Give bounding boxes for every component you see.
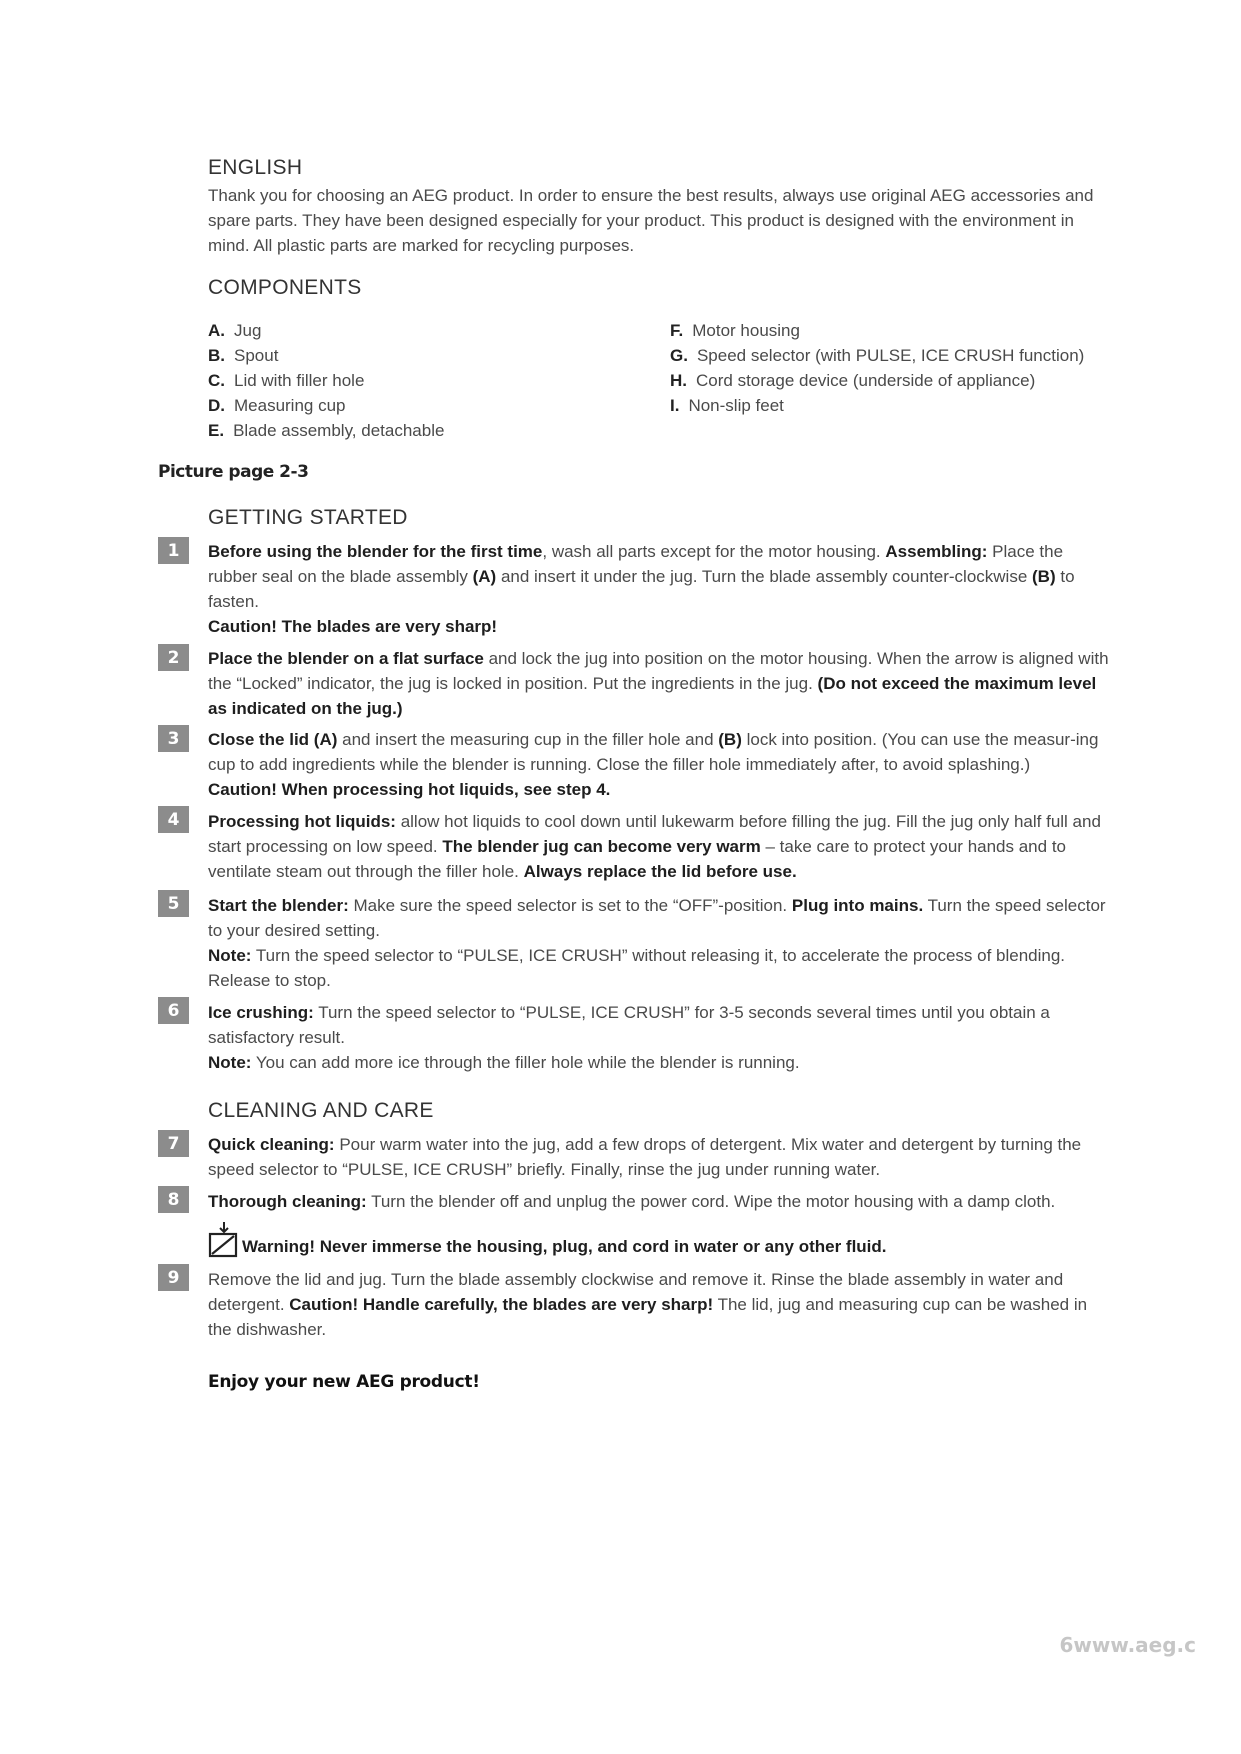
step-number-badge: 3 [158, 725, 189, 752]
step-number-badge: 8 [158, 1186, 189, 1213]
step-number-badge: 6 [158, 997, 189, 1024]
components-section [208, 276, 1113, 300]
component-letter: D. [208, 396, 225, 415]
step-number-badge: 5 [158, 890, 189, 917]
component-letter: I. [670, 396, 680, 415]
step-text: Remove the lid and jug. Turn the blade assembly clockwise and remove it. Rinse the blade assembly in water and detergent. Caution! Handle carefully, the blades are very sharp! The lid, jug and measuring cup can be washed in the dishwasher. [208, 1270, 1088, 1339]
component-item [208, 418, 648, 443]
step-2 [208, 646, 1113, 721]
component-item [208, 368, 648, 393]
component-letter: G. [670, 346, 688, 365]
step-note: Note: You can add more ice through the filler hole while the blender is running. [208, 1053, 800, 1072]
step-warning: Warning! Never immerse the housing, plug, and cord in water or any other fluid. [208, 1222, 1113, 1265]
picture-page-reference: Picture page 2-3 [158, 462, 309, 482]
component-letter: C. [208, 371, 225, 390]
component-label: Blade assembly, detachable [233, 421, 445, 440]
step-text: Close the lid (A) and insert the measuring cup in the filler hole and (B) lock into position. (You can use the measur-ing cup to add ingredients while the blender is running. Close the filler hole immediately after, to avoid splashing.) [208, 730, 1099, 774]
component-label: Spout [234, 346, 279, 365]
step-number-badge: 2 [158, 644, 189, 671]
step-1 [208, 539, 1113, 639]
step-number-badge: 7 [158, 1130, 189, 1157]
components-list-right [670, 318, 1130, 418]
component-item [670, 393, 1130, 418]
cleaning-heading: CLEANING AND CARE [208, 1099, 434, 1122]
step-3 [208, 727, 1113, 802]
component-letter: E. [208, 421, 225, 440]
step-number-badge: 9 [158, 1264, 189, 1291]
do-not-immerse-icon [208, 1222, 240, 1265]
component-item [208, 393, 648, 418]
component-letter: H. [670, 371, 687, 390]
page-footer-url: 6www.aeg.c [1059, 1633, 1196, 1657]
component-label: Lid with filler hole [234, 371, 365, 390]
step-8 [208, 1189, 1113, 1265]
step-text: Thorough cleaning: Turn the blender off and unplug the power cord. Wipe the motor housing with a damp cloth. [208, 1192, 1056, 1211]
component-label: Cord storage device (underside of appliance) [696, 371, 1036, 390]
component-label: Measuring cup [234, 396, 346, 415]
component-item [670, 318, 1130, 343]
intro-text: Thank you for choosing an AEG product. In order to ensure the best results, always use original AEG accessories and spare parts. They have been designed especially for your product. This product is designed with the environment in mind. All plastic parts are marked for recycling purposes. [208, 186, 1094, 255]
step-text: Ice crushing: Turn the speed selector to “PULSE, ICE CRUSH” for 3-5 seconds several times until you obtain a satisfactory result. [208, 1003, 1050, 1047]
components-list-left [208, 318, 648, 443]
component-label: Motor housing [692, 321, 800, 340]
component-label: Non-slip feet [688, 396, 784, 415]
component-item [670, 368, 1130, 393]
step-number-badge: 4 [158, 806, 189, 833]
step-6 [208, 1000, 1113, 1075]
component-item [208, 343, 648, 368]
step-5 [208, 893, 1113, 993]
step-text: Place the blender on a flat surface and lock the jug into position on the motor housing. When the arrow is aligned with the “Locked” indicator, the jug is locked in position. Put the ingredients in the jug. (Do not exceed the maximum level as indicated on the jug.) [208, 649, 1109, 718]
step-text: Before using the blender for the first time, wash all parts except for the motor housing. Assembling: Place the rubber seal on the blade assembly (A) and insert it under the jug. Turn the blade assembly counter-clockwise (B) to fasten. [208, 542, 1075, 611]
component-letter: B. [208, 346, 225, 365]
component-item [670, 343, 1130, 368]
component-label: Jug [234, 321, 262, 340]
component-letter: A. [208, 321, 225, 340]
step-text: Quick cleaning: Pour warm water into the jug, add a few drops of detergent. Mix water and detergent by turning the speed selector to “PULSE, ICE CRUSH” briefly. Finally, rinse the jug under running water. [208, 1135, 1082, 1179]
getting-started-heading: GETTING STARTED [208, 506, 408, 529]
getting-started-heading-wrap [208, 506, 1113, 530]
step-caution: Caution! The blades are very sharp! [208, 617, 498, 636]
intro-section [208, 156, 1113, 258]
component-item [208, 318, 648, 343]
component-label: Speed selector (with PULSE, ICE CRUSH function) [696, 346, 1085, 365]
step-note: Note: Turn the speed selector to “PULSE, ICE CRUSH” without releasing it, to accelerate the process of blending. Release to stop. [208, 946, 1066, 990]
step-7 [208, 1132, 1113, 1182]
step-text: Start the blender: Make sure the speed selector is set to the “OFF”-position. Plug into mains. Turn the speed selector to your desired setting. [208, 896, 1106, 940]
language-heading: ENGLISH [208, 156, 303, 179]
step-caution: Caution! When processing hot liquids, see step 4. [208, 780, 611, 799]
closing-message: Enjoy your new AEG product! [208, 1372, 480, 1392]
step-4 [208, 809, 1113, 884]
step-number-badge: 1 [158, 537, 189, 564]
components-heading: COMPONENTS [208, 276, 362, 299]
step-text: Processing hot liquids: allow hot liquids to cool down until lukewarm before filling the jug. Fill the jug only half full and start processing on low speed. The blender jug can become very warm – take care to protect your hands and to ventilate steam out through the filler hole. Always replace the lid before use. [208, 812, 1101, 881]
step-9 [208, 1267, 1113, 1342]
component-letter: F. [670, 321, 684, 340]
cleaning-heading-wrap [208, 1099, 1113, 1123]
